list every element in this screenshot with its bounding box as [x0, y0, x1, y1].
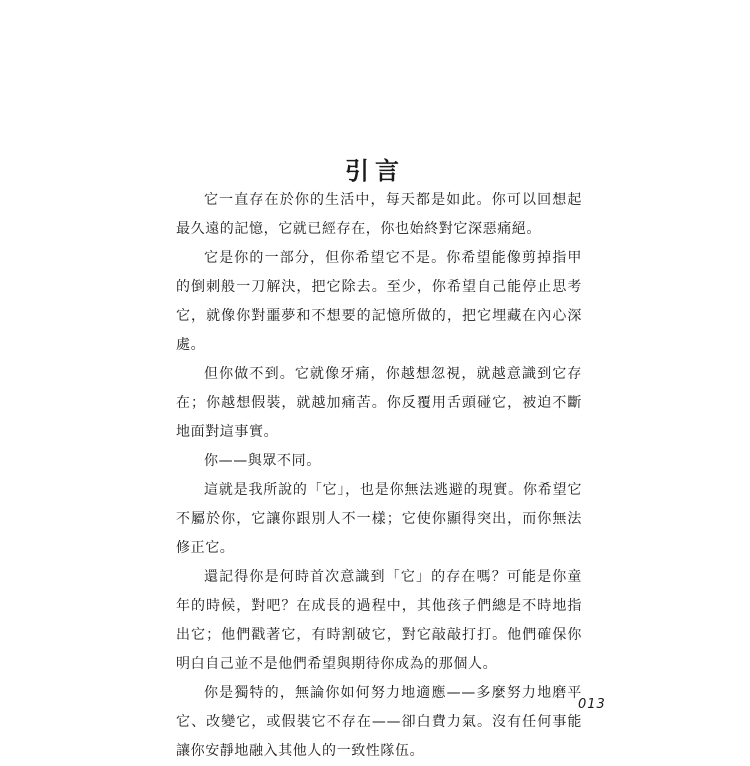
paragraph-6: 還記得你是何時首次意識到「它」的存在嗎？可能是你童年的時候，對吧？在成長的過程中，其他孩子們總是不時地指出它；他們戳著它，有時割破它，對它敲敲打打。他們確保你明白自己並不是他們希望與期待你成為的那個人。 [176, 569, 582, 672]
paragraph-7: 你是獨特的，無論你如何努力地適應——多麼努力地磨平它、改變它，或假裝它不存在——卻白費力氣。沒有任何事能讓你安靜地融入其他人的一致性隊伍。 [176, 685, 582, 759]
paragraph-1: 它一直存在於你的生活中，每天都是如此。你可以回想起最久遠的記憶，它就已經存在，你也始終對它深惡痛絕。 [176, 192, 582, 237]
paragraph-3: 但你做不到。它就像牙痛，你越想忽視，就越意識到它存在；你越想假裝，就越加痛苦。你反覆用舌頭碰它，被迫不斷地面對這事實。 [176, 366, 582, 440]
paragraph-4: 你——與眾不同。 [204, 453, 321, 469]
body-text [176, 186, 582, 766]
paragraph-5: 這就是我所說的「它」，也是你無法逃避的現實。你希望它不屬於你，它讓你跟別人不一樣；它使你顯得突出，而你無法修正它。 [176, 482, 582, 556]
paragraph-2: 它是你的一部分，但你希望它不是。你希望能像剪掉指甲的倒刺般一刀解決，把它除去。至少，你希望自己能停止思考它，就像你對噩夢和不想要的記憶所做的，把它埋藏在內心深處。 [176, 250, 582, 353]
chapter-title: 引言 [345, 156, 405, 186]
page-number: 013 [578, 697, 606, 712]
